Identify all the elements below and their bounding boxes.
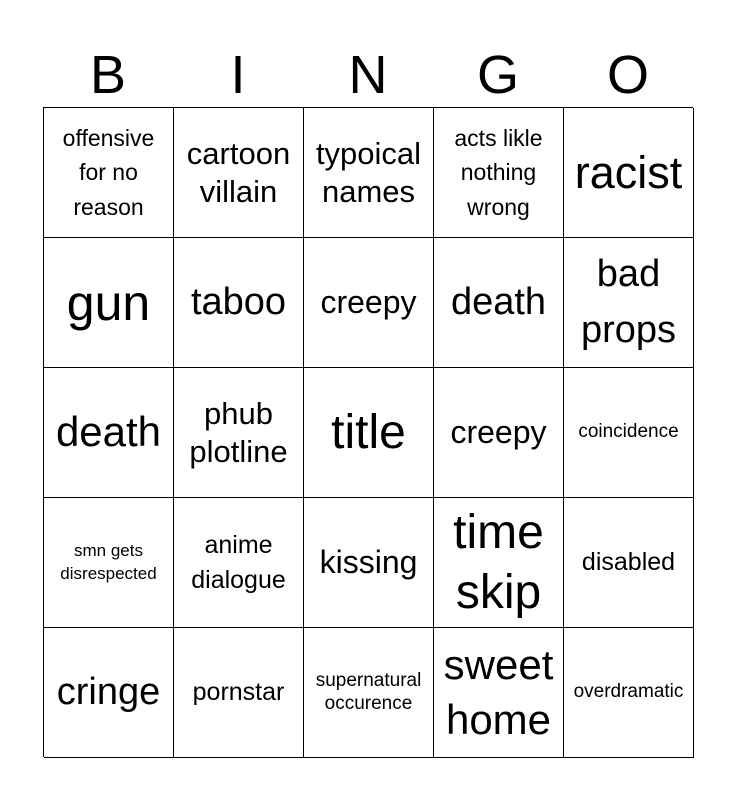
cell-label: offensive for no reason bbox=[62, 124, 155, 220]
bingo-cell[interactable] bbox=[304, 108, 434, 238]
bingo-cell[interactable] bbox=[174, 498, 304, 628]
bingo-cell[interactable] bbox=[434, 368, 564, 498]
header-letter-b: B bbox=[89, 45, 127, 105]
bingo-cell[interactable] bbox=[174, 108, 304, 238]
cell-label: typoical names bbox=[315, 136, 422, 209]
header-letter-n: N bbox=[348, 45, 388, 105]
cell-label: smn gets disrespected bbox=[60, 540, 157, 583]
cell-label: acts likle nothing wrong bbox=[454, 124, 543, 220]
cell-label: death bbox=[55, 408, 162, 456]
cell-label: overdramatic bbox=[573, 681, 684, 703]
bingo-cell[interactable] bbox=[44, 238, 174, 368]
cell-label: time skip bbox=[453, 505, 544, 619]
bingo-cell[interactable] bbox=[434, 628, 564, 758]
bingo-cell[interactable] bbox=[434, 108, 564, 238]
bingo-cell[interactable] bbox=[564, 628, 694, 758]
cell-label: creepy bbox=[320, 283, 417, 320]
bingo-cell[interactable] bbox=[304, 498, 434, 628]
cell-label: title bbox=[331, 405, 406, 459]
bingo-cell[interactable] bbox=[304, 238, 434, 368]
header-letter-i: I bbox=[230, 45, 246, 105]
cell-label: bad props bbox=[580, 253, 677, 351]
bingo-board bbox=[43, 107, 693, 757]
bingo-cell[interactable] bbox=[174, 238, 304, 368]
bingo-header bbox=[43, 44, 693, 106]
bingo-cell[interactable] bbox=[564, 498, 694, 628]
cell-label: taboo bbox=[190, 280, 287, 323]
bingo-cell[interactable] bbox=[44, 108, 174, 238]
bingo-cell[interactable] bbox=[434, 498, 564, 628]
bingo-cell[interactable] bbox=[564, 238, 694, 368]
header-letter-g: G bbox=[476, 45, 519, 105]
cell-label: disabled bbox=[581, 548, 676, 577]
cell-label: anime dialogue bbox=[191, 531, 286, 594]
bingo-cell[interactable] bbox=[304, 368, 434, 498]
cell-label: creepy bbox=[450, 413, 547, 450]
cell-label: death bbox=[450, 280, 547, 323]
bingo-cell[interactable] bbox=[44, 628, 174, 758]
bingo-cell[interactable] bbox=[564, 108, 694, 238]
bingo-cell[interactable] bbox=[174, 368, 304, 498]
cell-label: supernatural occurence bbox=[315, 669, 422, 714]
cell-label: phub plotline bbox=[189, 396, 288, 469]
bingo-cell[interactable] bbox=[304, 628, 434, 758]
cell-label: cartoon villain bbox=[186, 136, 291, 209]
cell-label: pornstar bbox=[192, 678, 285, 707]
bingo-cell[interactable] bbox=[434, 238, 564, 368]
cell-label: gun bbox=[66, 274, 151, 331]
cell-label: coincidence bbox=[578, 421, 679, 443]
bingo-cell[interactable] bbox=[44, 368, 174, 498]
cell-label: cringe bbox=[56, 670, 161, 713]
bingo-cell[interactable] bbox=[174, 628, 304, 758]
bingo-cell[interactable] bbox=[564, 368, 694, 498]
cell-label: racist bbox=[574, 147, 683, 198]
bingo-cell[interactable] bbox=[44, 498, 174, 628]
cell-label: kissing bbox=[319, 543, 418, 580]
cell-label: sweet home bbox=[443, 640, 554, 743]
header-letter-o: O bbox=[606, 45, 649, 105]
